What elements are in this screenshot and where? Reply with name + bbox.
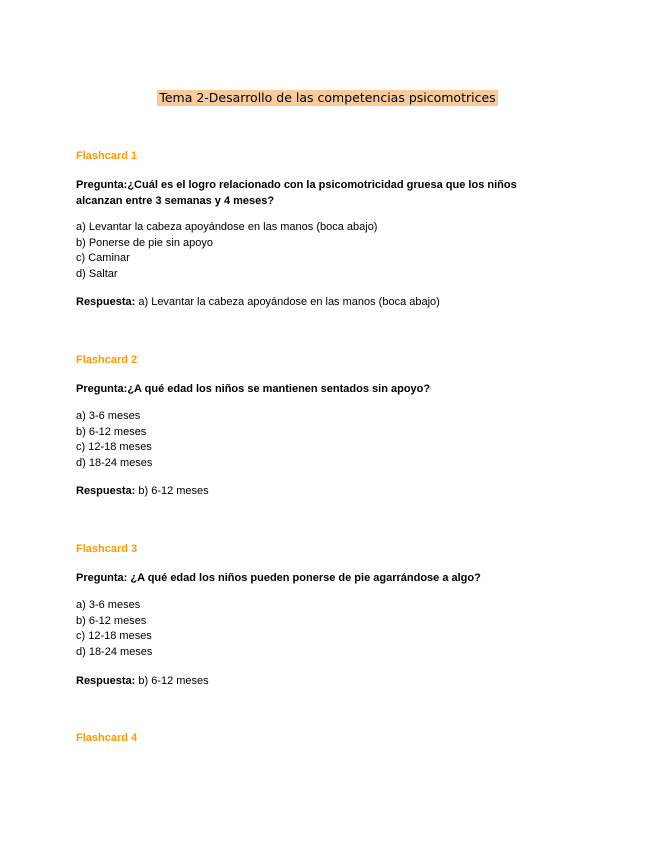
option-c: c) Caminar: [76, 252, 130, 264]
option-a: a) Levantar la cabeza apoyándose en las manos (boca abajo): [76, 221, 378, 233]
flashcard-heading: Flashcard 1: [76, 150, 138, 162]
flashcard-heading: Flashcard 2: [76, 354, 138, 366]
option-c: c) 12-18 meses: [76, 441, 152, 453]
answer-label: Respuesta:: [76, 675, 136, 687]
flashcard-answer: [76, 674, 209, 689]
page-title: Tema 2-Desarrollo de las competencias psicomotrices: [159, 90, 496, 105]
flashcard-heading: Flashcard 3: [76, 543, 138, 555]
answer-text: a) Levantar la cabeza apoyándose en las manos (boca abajo): [138, 296, 440, 308]
option-b: b) Ponerse de pie sin apoyo: [76, 236, 213, 249]
option-d: d) Saltar: [76, 267, 118, 280]
options-list: [76, 598, 152, 660]
title-wrapper: [0, 89, 655, 107]
answer-label: Respuesta:: [76, 485, 136, 497]
option-c: c) 12-18 meses: [76, 630, 152, 642]
options-list: [76, 220, 377, 282]
flashcard-3: [76, 542, 576, 687]
option-a: a) 3-6 meses: [76, 410, 141, 422]
flashcard-answer: [76, 295, 440, 310]
flashcard-question: Pregunta:¿Cuál es el logro relacionado con la psicomotricidad gruesa que los niños alcanzan entre 3 semanas y 4 meses?: [76, 179, 517, 207]
flashcard-answer: [76, 484, 209, 499]
option-d: d) 18-24 meses: [76, 456, 153, 469]
flashcard-4: [76, 731, 576, 745]
options-list: [76, 409, 152, 471]
answer-text: b) 6-12 meses: [138, 485, 209, 497]
flashcard-heading: Flashcard 4: [76, 732, 138, 744]
flashcard-1: [76, 149, 576, 308]
option-b: b) 6-12 meses: [76, 614, 147, 627]
flashcard-2: [76, 353, 576, 497]
option-a: a) 3-6 meses: [76, 599, 141, 611]
answer-text: b) 6-12 meses: [138, 675, 209, 687]
option-b: b) 6-12 meses: [76, 425, 147, 438]
answer-label: Respuesta:: [76, 296, 136, 308]
flashcard-question: Pregunta: ¿A qué edad los niños pueden ponerse de pie agarrándose a algo?: [76, 572, 481, 584]
option-d: d) 18-24 meses: [76, 645, 153, 658]
flashcard-question: Pregunta:¿A qué edad los niños se mantienen sentados sin apoyo?: [76, 383, 431, 395]
